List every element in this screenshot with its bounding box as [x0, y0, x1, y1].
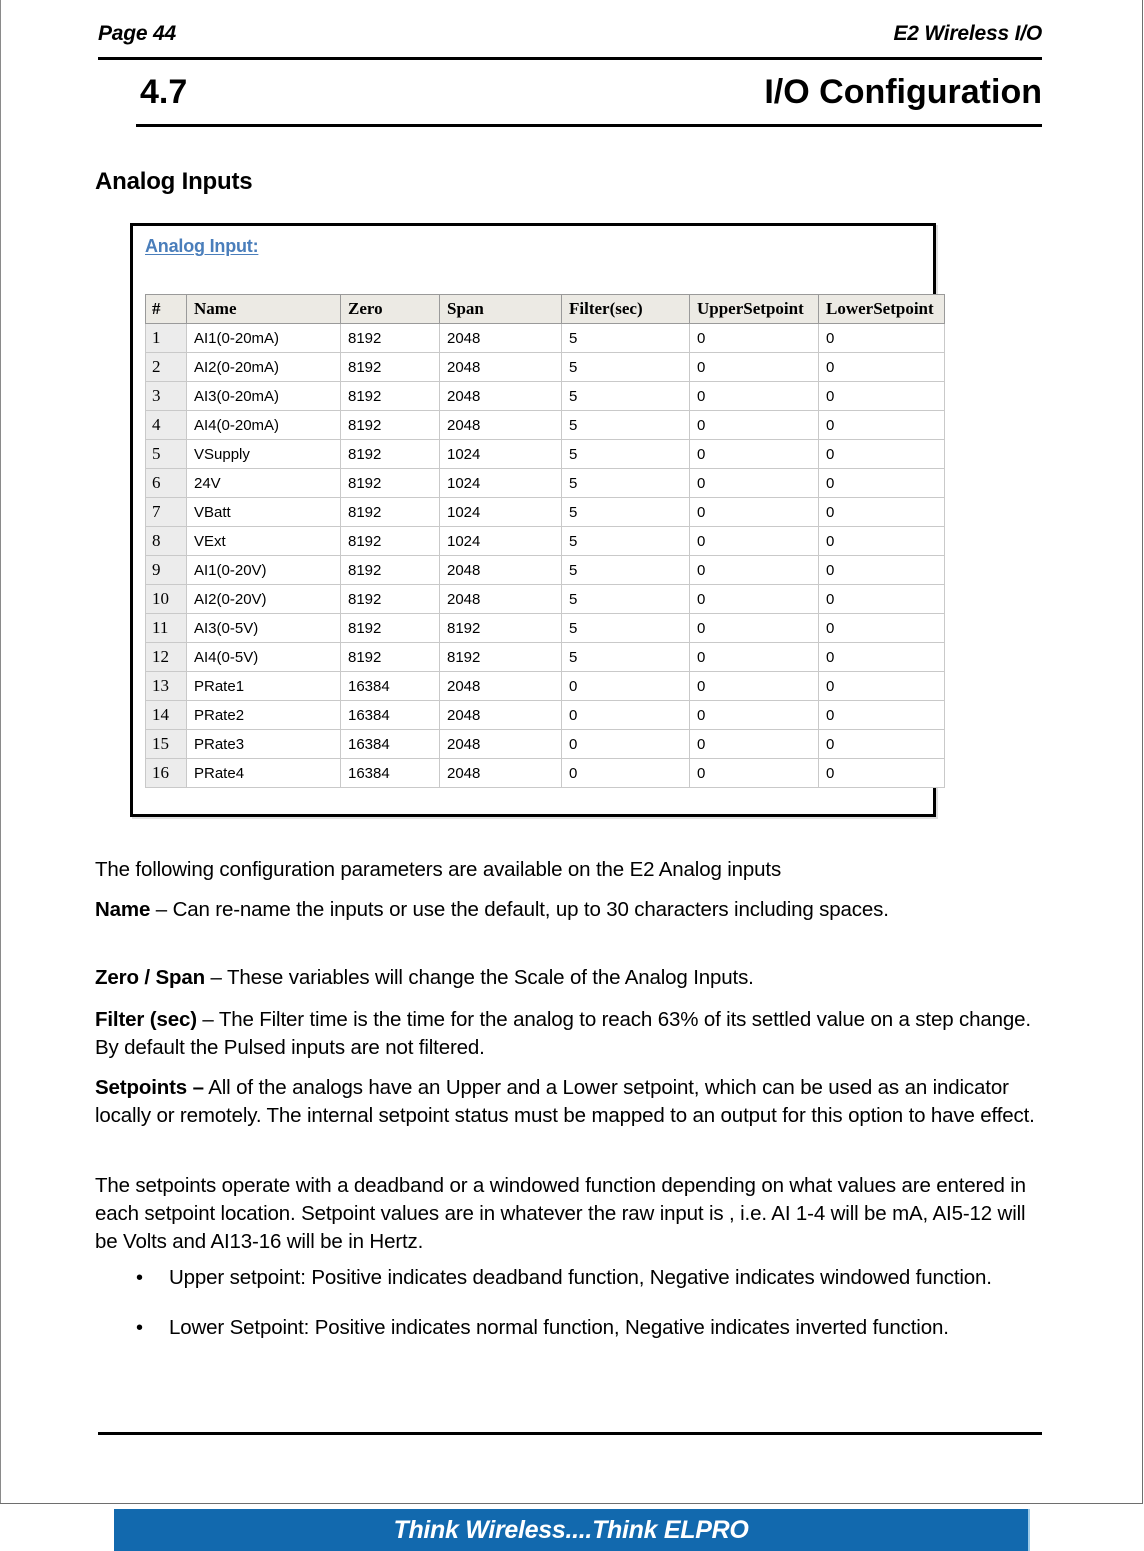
cell-span[interactable]: 2048: [440, 556, 562, 585]
cell-filter[interactable]: 5: [562, 382, 690, 411]
table-row[interactable]: [146, 643, 945, 672]
cell-lower-setpoint[interactable]: 0: [819, 643, 945, 672]
document-title: E2 Wireless I/O: [893, 22, 1042, 45]
cell-index: 5: [146, 440, 187, 469]
cell-lower-setpoint[interactable]: 0: [819, 614, 945, 643]
footer-banner-text: Think Wireless....Think ELPRO: [393, 1515, 749, 1544]
paragraph-zero-span-text: – These variables will change the Scale of the Analog Inputs.: [204, 966, 754, 989]
cell-name[interactable]: PRate4: [187, 759, 341, 788]
list-item-label: Upper setpoint: Positive indicates deadband function, Negative indicates windowed function.: [169, 1266, 992, 1289]
cell-filter[interactable]: 5: [562, 411, 690, 440]
cell-upper-setpoint[interactable]: 0: [690, 498, 819, 527]
table-row[interactable]: [146, 701, 945, 730]
cell-filter[interactable]: 0: [562, 759, 690, 788]
cell-span[interactable]: 2048: [440, 730, 562, 759]
table-row[interactable]: [146, 382, 945, 411]
cell-upper-setpoint[interactable]: 0: [690, 527, 819, 556]
cell-filter[interactable]: 5: [562, 440, 690, 469]
analog-input-link[interactable]: Analog Input:: [145, 236, 259, 256]
bullet-list: [95, 1264, 1043, 1364]
cell-span[interactable]: 1024: [440, 469, 562, 498]
cell-zero[interactable]: 8192: [341, 556, 440, 585]
cell-filter[interactable]: 5: [562, 324, 690, 353]
cell-index: 4: [146, 411, 187, 440]
cell-upper-setpoint[interactable]: 0: [690, 353, 819, 382]
cell-zero[interactable]: 8192: [341, 353, 440, 382]
cell-zero[interactable]: 8192: [341, 469, 440, 498]
cell-upper-setpoint[interactable]: 0: [690, 411, 819, 440]
cell-index: 13: [146, 672, 187, 701]
column-header-name[interactable]: Name: [187, 295, 341, 324]
paragraph-setpoints-text: All of the analogs have an Upper and a Lower setpoint, which can be used as an indicator locally or remotely. The internal setpoint status must be mapped to an output for this option to have effect.: [95, 1076, 1035, 1127]
cell-lower-setpoint[interactable]: 0: [819, 672, 945, 701]
cell-span[interactable]: 1024: [440, 498, 562, 527]
cell-lower-setpoint[interactable]: 0: [819, 701, 945, 730]
cell-name[interactable]: VBatt: [187, 498, 341, 527]
cell-name[interactable]: AI4(0-5V): [187, 643, 341, 672]
cell-zero[interactable]: 8192: [341, 382, 440, 411]
cell-upper-setpoint[interactable]: 0: [690, 730, 819, 759]
cell-lower-setpoint[interactable]: 0: [819, 411, 945, 440]
cell-index: 3: [146, 382, 187, 411]
cell-name[interactable]: AI3(0-20mA): [187, 382, 341, 411]
table-row[interactable]: [146, 614, 945, 643]
cell-index: 11: [146, 614, 187, 643]
cell-upper-setpoint[interactable]: 0: [690, 585, 819, 614]
cell-upper-setpoint[interactable]: 0: [690, 672, 819, 701]
cell-upper-setpoint[interactable]: 0: [690, 614, 819, 643]
cell-name[interactable]: VExt: [187, 527, 341, 556]
cell-span[interactable]: 2048: [440, 353, 562, 382]
cell-span[interactable]: 8192: [440, 614, 562, 643]
column-header-zero[interactable]: Zero: [341, 295, 440, 324]
cell-index: 9: [146, 556, 187, 585]
cell-name[interactable]: AI2(0-20mA): [187, 353, 341, 382]
cell-index: 1: [146, 324, 187, 353]
paragraph-name-lead: Name: [95, 898, 151, 921]
cell-name[interactable]: PRate1: [187, 672, 341, 701]
figure-inner: [133, 226, 933, 814]
paragraph-name: [95, 896, 1043, 924]
column-header-span[interactable]: Span: [440, 295, 562, 324]
cell-span[interactable]: 2048: [440, 324, 562, 353]
cell-lower-setpoint[interactable]: 0: [819, 382, 945, 411]
cell-filter[interactable]: 5: [562, 353, 690, 382]
section-title: I/O Configuration: [764, 73, 1042, 111]
analog-input-table: [145, 294, 945, 788]
cell-filter[interactable]: 5: [562, 643, 690, 672]
cell-span[interactable]: 2048: [440, 585, 562, 614]
cell-filter[interactable]: 5: [562, 498, 690, 527]
cell-lower-setpoint[interactable]: 0: [819, 440, 945, 469]
cell-zero[interactable]: 8192: [341, 440, 440, 469]
cell-filter[interactable]: 5: [562, 614, 690, 643]
cell-upper-setpoint[interactable]: 0: [690, 556, 819, 585]
analog-input-screenshot-figure: [130, 223, 936, 817]
paragraph-name-text: – Can re-name the inputs or use the default, up to 30 characters including spaces.: [150, 898, 889, 921]
column-header-filter[interactable]: Filter(sec): [562, 295, 690, 324]
cell-lower-setpoint[interactable]: 0: [819, 324, 945, 353]
cell-upper-setpoint[interactable]: 0: [690, 382, 819, 411]
cell-filter[interactable]: 5: [562, 469, 690, 498]
table-row[interactable]: [146, 498, 945, 527]
cell-span[interactable]: 2048: [440, 759, 562, 788]
cell-zero[interactable]: 16384: [341, 672, 440, 701]
table-row[interactable]: [146, 759, 945, 788]
cell-index: 10: [146, 585, 187, 614]
cell-name[interactable]: AI4(0-20mA): [187, 411, 341, 440]
cell-zero[interactable]: 8192: [341, 643, 440, 672]
cell-name[interactable]: AI1(0-20V): [187, 556, 341, 585]
cell-span[interactable]: 2048: [440, 382, 562, 411]
cell-span[interactable]: 2048: [440, 701, 562, 730]
table-row[interactable]: [146, 556, 945, 585]
cell-lower-setpoint[interactable]: 0: [819, 353, 945, 382]
column-header-lower-setpoint[interactable]: LowerSetpoint: [819, 295, 945, 324]
page-number: Page 44: [98, 22, 176, 45]
cell-index: 12: [146, 643, 187, 672]
cell-name[interactable]: PRate3: [187, 730, 341, 759]
cell-lower-setpoint[interactable]: 0: [819, 498, 945, 527]
cell-index: 15: [146, 730, 187, 759]
cell-upper-setpoint[interactable]: 0: [690, 643, 819, 672]
table-row[interactable]: [146, 672, 945, 701]
cell-filter[interactable]: 5: [562, 527, 690, 556]
column-header-upper-setpoint[interactable]: UpperSetpoint: [690, 295, 819, 324]
paragraph-setpoints-lead: Setpoints –: [95, 1076, 204, 1099]
cell-lower-setpoint[interactable]: 0: [819, 469, 945, 498]
footer-rule: [98, 1432, 1042, 1435]
cell-zero[interactable]: 8192: [341, 614, 440, 643]
cell-filter[interactable]: 0: [562, 701, 690, 730]
paragraph-zero-span: [95, 964, 1043, 992]
bullet-dot-icon: •: [136, 1267, 143, 1289]
cell-lower-setpoint[interactable]: 0: [819, 730, 945, 759]
cell-span[interactable]: 2048: [440, 672, 562, 701]
table-header-row: [146, 295, 945, 324]
cell-span[interactable]: 8192: [440, 643, 562, 672]
table-row[interactable]: [146, 411, 945, 440]
cell-upper-setpoint[interactable]: 0: [690, 324, 819, 353]
paragraph-intro: The following configuration parameters are available on the E2 Analog inputs: [95, 858, 782, 881]
cell-span[interactable]: 1024: [440, 440, 562, 469]
paragraph-filter: [95, 1006, 1043, 1062]
cell-filter[interactable]: 5: [562, 556, 690, 585]
paragraph-filter-lead: Filter (sec): [95, 1008, 197, 1031]
cell-name[interactable]: PRate2: [187, 701, 341, 730]
table-row[interactable]: [146, 730, 945, 759]
cell-zero[interactable]: 8192: [341, 498, 440, 527]
header-rule: [98, 57, 1042, 60]
cell-index: 7: [146, 498, 187, 527]
cell-index: 8: [146, 527, 187, 556]
list-item: [95, 1264, 1043, 1292]
cell-upper-setpoint[interactable]: 0: [690, 440, 819, 469]
cell-name[interactable]: VSupply: [187, 440, 341, 469]
cell-zero[interactable]: 16384: [341, 759, 440, 788]
analog-input-table-body: [146, 324, 945, 788]
cell-index: 16: [146, 759, 187, 788]
cell-zero[interactable]: 8192: [341, 411, 440, 440]
cell-name[interactable]: AI1(0-20mA): [187, 324, 341, 353]
cell-name[interactable]: AI3(0-5V): [187, 614, 341, 643]
bullet-dot-icon: •: [136, 1317, 143, 1339]
table-row[interactable]: [146, 469, 945, 498]
cell-zero[interactable]: 8192: [341, 585, 440, 614]
column-header-index[interactable]: #: [146, 295, 187, 324]
paragraph-zero-span-lead: Zero / Span: [95, 966, 205, 989]
cell-name[interactable]: 24V: [187, 469, 341, 498]
paragraph-setpoint-operation: The setpoints operate with a deadband or a windowed function depending on what values are entered in each setpoint location. Setpoint values are in whatever the raw input is , i.e. AI 1-4 will be mA, AI5-12 will be Volts and AI13-16 will be in Hertz.: [95, 1174, 1026, 1253]
cell-index: 14: [146, 701, 187, 730]
table-row[interactable]: [146, 585, 945, 614]
table-row[interactable]: [146, 527, 945, 556]
cell-lower-setpoint[interactable]: 0: [819, 556, 945, 585]
cell-index: 2: [146, 353, 187, 382]
table-row[interactable]: [146, 324, 945, 353]
cell-span[interactable]: 2048: [440, 411, 562, 440]
cell-filter[interactable]: 0: [562, 672, 690, 701]
cell-upper-setpoint[interactable]: 0: [690, 701, 819, 730]
cell-lower-setpoint[interactable]: 0: [819, 759, 945, 788]
paragraph-filter-text: – The Filter time is the time for the analog to reach 63% of its settled value on a step change. By default the Pulsed inputs are not filtered.: [95, 1008, 1031, 1059]
cell-lower-setpoint[interactable]: 0: [819, 585, 945, 614]
cell-lower-setpoint[interactable]: 0: [819, 527, 945, 556]
cell-zero[interactable]: 8192: [341, 324, 440, 353]
paragraph-setpoints: [95, 1074, 1043, 1130]
table-row[interactable]: [146, 353, 945, 382]
cell-zero[interactable]: 8192: [341, 527, 440, 556]
cell-index: 6: [146, 469, 187, 498]
section-number: 4.7: [140, 73, 188, 111]
cell-filter[interactable]: 0: [562, 730, 690, 759]
footer-banner: [114, 1509, 1030, 1551]
running-head: [98, 22, 1042, 46]
cell-name[interactable]: AI2(0-20V): [187, 585, 341, 614]
cell-upper-setpoint[interactable]: 0: [690, 469, 819, 498]
section-title-rule: [136, 124, 1042, 127]
cell-span[interactable]: 1024: [440, 527, 562, 556]
subheading-analog-inputs: Analog Inputs: [95, 168, 253, 195]
cell-zero[interactable]: 16384: [341, 730, 440, 759]
list-item: [95, 1314, 1043, 1342]
cell-zero[interactable]: 16384: [341, 701, 440, 730]
cell-filter[interactable]: 5: [562, 585, 690, 614]
cell-upper-setpoint[interactable]: 0: [690, 759, 819, 788]
section-heading: [98, 73, 1042, 112]
list-item-label: Lower Setpoint: Positive indicates normal function, Negative indicates inverted function.: [169, 1316, 949, 1339]
table-row[interactable]: [146, 440, 945, 469]
